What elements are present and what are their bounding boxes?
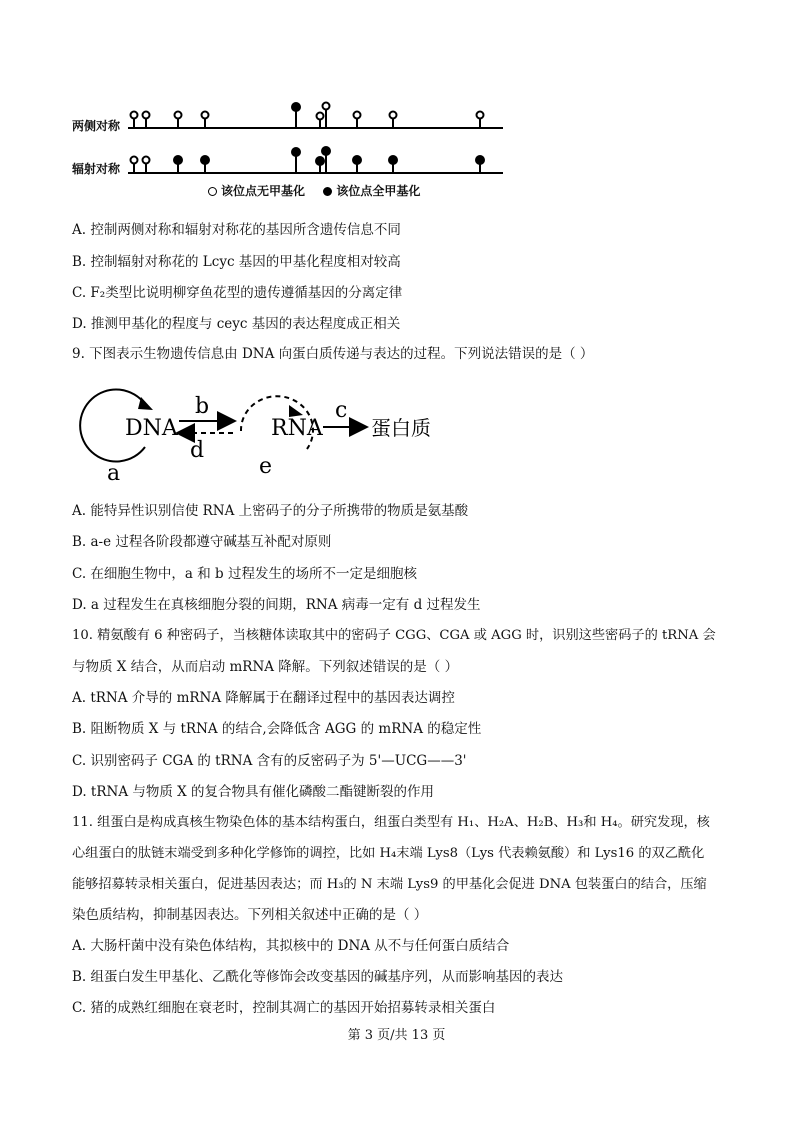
central-dogma-diagram [75,385,455,485]
methylated-site [316,157,324,165]
q8-option-d: D. 推测甲基化的程度与 cеyc 基因的表达程度成正相关 [72,316,401,332]
q10-option-a: A. tRNA 介导的 mRNA 降解属于在翻译过程中的基因表达调控 [72,690,455,706]
unmethylated-site [131,157,138,164]
q10-option-b: B. 阻断物质 X 与 tRNA 的结合,会降低含 AGG 的 mRNA 的稳定性 [72,721,482,737]
q11-stem-line1: 11. 组蛋白是构成真核生物染色体的基本结构蛋白，组蛋白类型有 H₁、H₂A、H₂B、H₃和 H₄。研究发现，核 [72,815,710,830]
methylation-diagram [125,95,510,185]
q9-option-c: C. 在细胞生物中，a 和 b 过程发生的场所不一定是细胞核 [72,566,417,582]
methylated-site [322,147,330,155]
rna-label: RNA [271,416,323,441]
q8-option-c: C. F₂类型比说明柳穿鱼花型的遗传遵循基因的分离定律 [72,285,403,301]
q8-option-b: B. 控制辐射对称花的 Lcyc 基因的甲基化程度相对较高 [72,254,401,270]
unmethylated-site [131,112,138,119]
unmethylated-site [390,112,397,119]
methylated-site [201,156,209,164]
q10-option-d: D. tRNA 与物质 X 的复合物具有催化磷酸二酯键断裂的作用 [72,784,435,800]
unmethylated-site [175,112,182,119]
q11-option-b: B. 组蛋白发生甲基化、乙酰化等修饰会改变基因的碱基序列，从而影响基因的表达 [72,969,564,985]
methylated-site [353,156,361,164]
unmethylated-site [143,112,150,119]
unmethylated-site [323,103,330,110]
unmethylated-site [143,157,150,164]
legend-methylated-label: 该位点全甲基化 [336,184,421,198]
methylated-legend-icon [323,187,332,196]
methylated-site [292,103,300,111]
q11-option-c: C. 猪的成熟红细胞在衰老时，控制其凋亡的基因开始招募转录相关蛋白 [72,1000,496,1016]
protein-label: 蛋白质 [371,416,431,440]
label-d: d [190,438,205,463]
row-label-radial: 辐射对称 [72,162,121,176]
q8-option-a: A. 控制两侧对称和辐射对称花的基因所含遗传信息不同 [72,222,401,238]
label-c: c [335,398,348,423]
q9-option-b: B. a-e 过程各阶段都遵守碱基互补配对原则 [72,534,332,550]
unmethylated-site [317,113,324,120]
q10-stem-line2: 与物质 X 结合，从而启动 mRNA 降解。下列叙述错误的是（ ） [72,659,459,675]
label-a: a [107,461,121,485]
q10-option-c: C. 识别密码子 CGA 的 tRNA 含有的反密码子为 5'—UCG——3' [72,753,467,769]
row-label-bilateral: 两侧对称 [72,119,121,133]
q9-stem: 9. 下图表示生物遗传信息由 DNA 向蛋白质传递与表达的过程。下列说法错误的是（ ） [72,346,594,362]
q10-stem-line1: 10. 精氨酸有 6 种密码子，当核糖体读取其中的密码子 CGG、CGA 或 AGG 时，识别这些密码子的 tRNA 会 [72,628,716,643]
legend-unmethylated-label: 该位点无甲基化 [221,184,306,198]
methylated-site [174,156,182,164]
methylated-site [292,148,300,156]
label-b: b [195,394,210,419]
unmethylated-site [477,112,484,119]
diagram-legend [208,182,420,199]
unmethylated-legend-icon [208,187,217,196]
label-e: e [259,454,273,479]
q9-option-a: A. 能特异性识别信使 RNA 上密码子的分子所携带的物质是氨基酸 [72,503,469,519]
q11-stem-line4: 染色质结构，抑制基因表达。下列相关叙述中正确的是（ ） [72,907,428,923]
q11-stem-line2: 心组蛋白的肽链末端受到多种化学修饰的调控，比如 H₄末端 Lys8（Lys 代表赖氨酸）和 Lys16 的双乙酰化 [72,846,705,861]
q9-option-d: D. a 过程发生在真核细胞分裂的间期，RNA 病毒一定有 d 过程发生 [72,597,481,613]
unmethylated-site [202,112,209,119]
dna-label: DNA [125,416,178,441]
q11-option-a: A. 大肠杆菌中没有染色体结构，其拟核中的 DNA 从不与任何蛋白质结合 [72,938,510,954]
methylated-site [476,156,484,164]
methylated-site [389,156,397,164]
q11-stem-line3: 能够招募转录相关蛋白，促进基因表达；而 H₃的 N 末端 Lys9 的甲基化会促进 DNA 包装蛋白的结合，压缩 [72,877,707,892]
page-footer: 第 3 页/共 13 页 [347,1028,446,1043]
unmethylated-site [354,112,361,119]
